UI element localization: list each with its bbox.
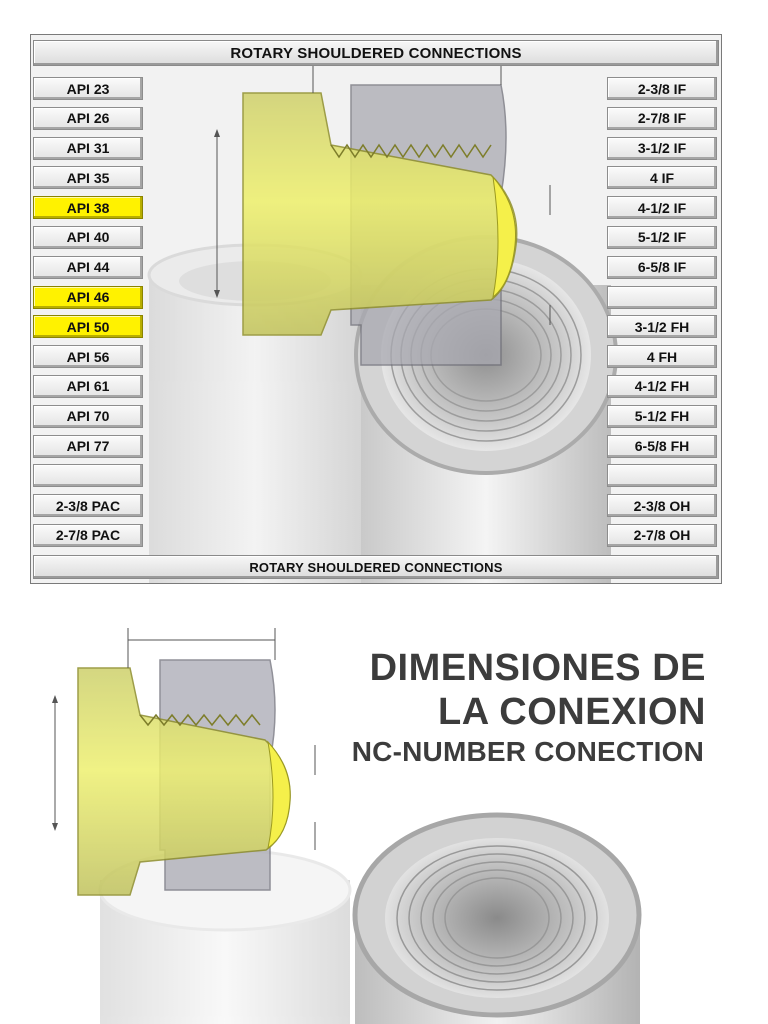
- oh-2-3-8-button[interactable]: 2-3/8 OH: [607, 494, 717, 517]
- fh-3-1-2-button[interactable]: 3-1/2 FH: [607, 315, 717, 338]
- api-44-button[interactable]: API 44: [33, 256, 143, 279]
- if-4-button[interactable]: 4 IF: [607, 166, 717, 189]
- if-5-1-2-button[interactable]: 5-1/2 IF: [607, 226, 717, 249]
- api-connection-list: [33, 77, 143, 554]
- api-50-button[interactable]: API 50: [33, 315, 143, 338]
- title-line-2: LA CONEXION: [438, 691, 706, 733]
- fh-5-1-2-button[interactable]: 5-1/2 FH: [607, 405, 717, 428]
- if-2-7-8-button[interactable]: 2-7/8 IF: [607, 107, 717, 130]
- fh-6-5-8-button[interactable]: 6-5/8 FH: [607, 435, 717, 458]
- if-4-1-2-button[interactable]: 4-1/2 IF: [607, 196, 717, 219]
- page-subtitle: NC-NUMBER CONECTION: [351, 736, 704, 767]
- connections-panel: [30, 34, 722, 584]
- api-70-button[interactable]: API 70: [33, 405, 143, 428]
- api-40-button[interactable]: API 40: [33, 226, 143, 249]
- api-46-button[interactable]: API 46: [33, 286, 143, 309]
- api-38-button[interactable]: API 38: [33, 196, 143, 219]
- fh-4-1-2-button[interactable]: 4-1/2 FH: [607, 375, 717, 398]
- title-line-1: DIMENSIONES DE: [369, 647, 706, 689]
- api-35-button[interactable]: API 35: [33, 166, 143, 189]
- api-26-button[interactable]: API 26: [33, 107, 143, 130]
- standard-connection-list: [607, 77, 717, 554]
- api-77-button[interactable]: API 77: [33, 435, 143, 458]
- api-56-button[interactable]: API 56: [33, 345, 143, 368]
- empty-button-left[interactable]: [33, 464, 143, 487]
- empty-button-right-2[interactable]: [607, 464, 717, 487]
- if-6-5-8-button[interactable]: 6-5/8 IF: [607, 256, 717, 279]
- api-61-button[interactable]: API 61: [33, 375, 143, 398]
- pac-2-3-8-button[interactable]: 2-3/8 PAC: [33, 494, 143, 517]
- api-23-button[interactable]: API 23: [33, 77, 143, 100]
- page-title: [370, 646, 706, 734]
- pac-2-7-8-button[interactable]: 2-7/8 PAC: [33, 524, 143, 547]
- if-2-3-8-button[interactable]: 2-3/8 IF: [607, 77, 717, 100]
- panel-footer: ROTARY SHOULDERED CONNECTIONS: [33, 555, 719, 579]
- if-3-1-2-button[interactable]: 3-1/2 IF: [607, 137, 717, 160]
- panel-header: ROTARY SHOULDERED CONNECTIONS: [33, 40, 719, 66]
- oh-2-7-8-button[interactable]: 2-7/8 OH: [607, 524, 717, 547]
- api-31-button[interactable]: API 31: [33, 137, 143, 160]
- fh-4-button[interactable]: 4 FH: [607, 345, 717, 368]
- empty-button-right[interactable]: [607, 286, 717, 309]
